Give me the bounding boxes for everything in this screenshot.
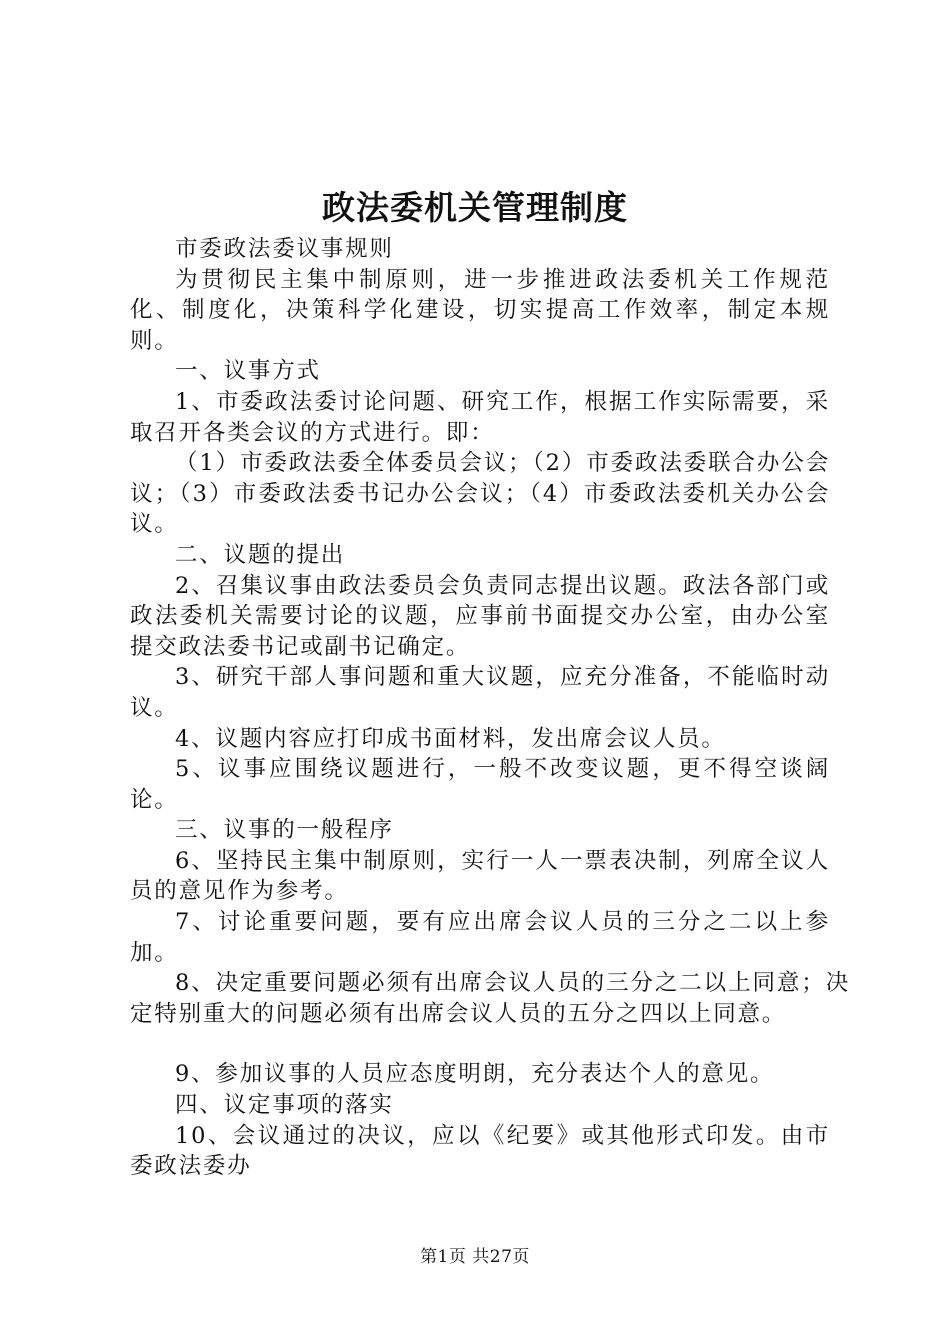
paragraph-item-7: 7、讨论重要问题，要有应出席会议人员的三分之二以上参加。 <box>130 909 830 966</box>
paragraph-item-4: 4、议题内容应打印成书面材料，发出席会议人员。 <box>175 725 726 752</box>
paragraph-item-2: 2、召集议事由政法委员会负责同志提出议题。政法各部门或政法委机关需要讨论的议题，应事前书面提交办公室，由办公室提交政法委书记或副书记确定。 <box>130 572 830 660</box>
document-title: 政法委机关管理制度 <box>322 188 628 227</box>
paragraph-item-5: 5、议事应围绕议题进行，一般不改变议题，更不得空谈阔论。 <box>130 756 830 813</box>
paragraph-intro: 为贯彻民主集中制原则，进一步推进政法委机关工作规范化、制度化，决策科学化建设，切实提高工作效率，制定本规则。 <box>130 266 830 354</box>
paragraph-item-1: 1、市委政法委讨论问题、研究工作，根据工作实际需要，采取召开各类会议的方式进行。即： <box>130 388 830 446</box>
section-heading-4: 四、议定事项的落实 <box>175 1092 394 1119</box>
section-heading-3: 三、议事的一般程序 <box>175 817 394 844</box>
page-number: 第1页 共27页 <box>420 1247 530 1267</box>
paragraph-meeting-types: （1）市委政法委全体委员会议；（2）市委政法委联合办公会议；（3）市委政法委书记办公会议；（4）市委政法委机关办公会议。 <box>130 450 830 538</box>
paragraph-item-9: 9、参加议事的人员应态度明朗，充分表达个人的意见。 <box>175 1061 775 1088</box>
paragraph-spacer <box>130 1029 830 1059</box>
paragraph-item-10: 10、会议通过的决议，应以《纪要》或其他形式印发。由市委政法委办 <box>130 1122 830 1180</box>
paragraph-item-3: 3、研究干部人事问题和重大议题，应充分准备，不能临时动议。 <box>130 664 830 721</box>
document-body <box>130 234 850 1182</box>
paragraph-item-6: 6、坚持民主集中制原则，实行一人一票表决制，列席全议人员的意见作为参考。 <box>130 847 830 905</box>
section-heading-2: 二、议题的提出 <box>175 541 346 568</box>
paragraph-rules-heading: 市委政法委议事规则 <box>175 236 394 262</box>
section-heading-1: 一、议事方式 <box>175 358 321 385</box>
paragraph-item-8: 8、决定重要问题必须有出席会议人员的三分之二以上同意；决定特别重大的问题必须有出席会议人员的五分之四以上同意。 <box>130 970 850 1027</box>
